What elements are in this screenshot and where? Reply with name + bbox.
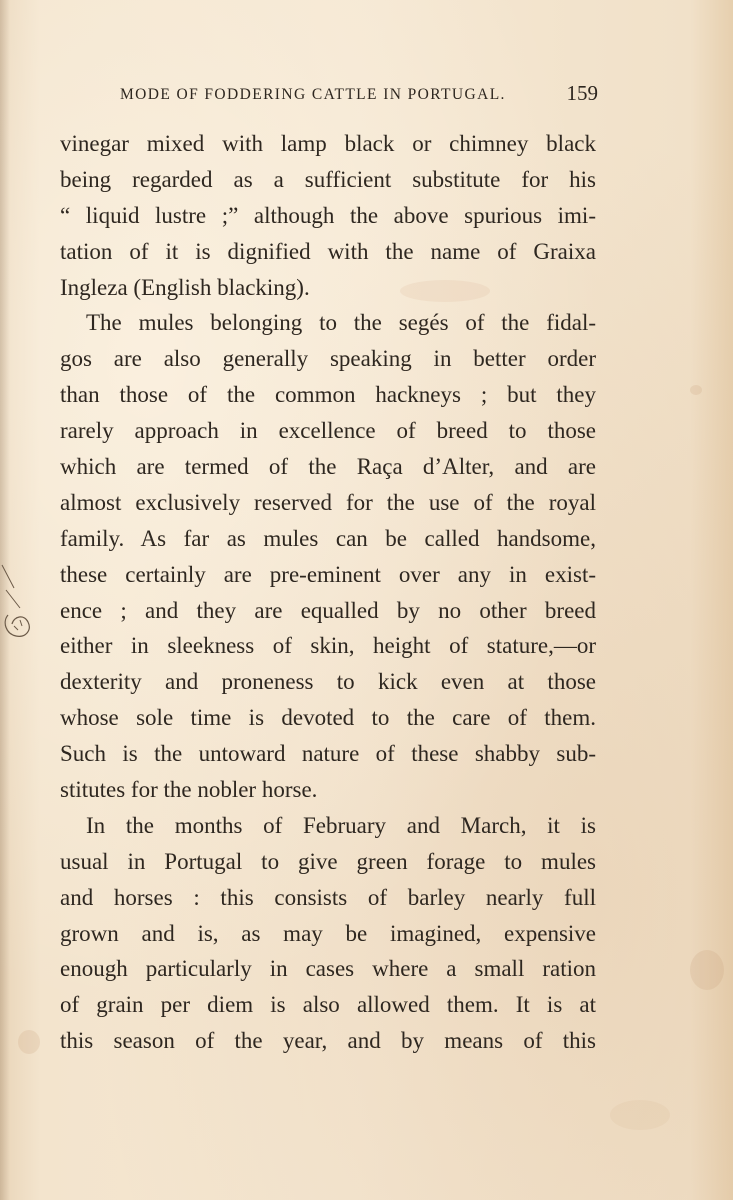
body-text xyxy=(60,126,596,1059)
text-line: either in sleekness of skin, height of stature,—or xyxy=(60,633,596,659)
text-line: gos are also generally speaking in better order xyxy=(60,346,596,372)
margin-pencil-mark xyxy=(0,560,40,660)
text-line: whose sole time is devoted to the care of them. xyxy=(60,705,596,731)
text-line: than those of the common hackneys ; but they xyxy=(60,382,596,408)
text-line: which are termed of the Raça d’Alter, and are xyxy=(60,454,596,480)
running-head-title: MODE OF FODDERING CATTLE IN PORTUGAL. xyxy=(120,86,506,103)
text-line: Such is the untoward nature of these shabby sub- xyxy=(60,741,596,767)
text-line: almost exclusively reserved for the use of the royal xyxy=(60,489,596,515)
text-line: In the months of February and March, it is xyxy=(86,812,596,838)
text-line: grown and is, as may be imagined, expensive xyxy=(60,920,596,946)
text-line: ence ; and they are equalled by no other breed xyxy=(60,597,596,623)
text-line: being regarded as a sufficient substitute for his xyxy=(60,166,596,192)
text-line: family. As far as mules can be called handsome, xyxy=(60,525,596,551)
stain xyxy=(690,950,724,990)
text-line: these certainly are pre-eminent over any in exist- xyxy=(60,561,596,587)
running-head xyxy=(120,81,610,108)
text-line: and horses : this consists of barley nearly full xyxy=(60,884,596,910)
text-line: tation of it is dignified with the name of Graixa xyxy=(60,238,596,264)
text-line: Ingleza (English blacking). xyxy=(60,274,310,300)
text-line: usual in Portugal to give green forage to mules xyxy=(60,848,596,874)
text-line: The mules belonging to the segés of the fidal- xyxy=(86,310,596,336)
text-line: dexterity and proneness to kick even at those xyxy=(60,669,596,695)
stain xyxy=(690,385,702,395)
text-line: rarely approach in excellence of breed to those xyxy=(60,418,596,444)
text-line: enough particularly in cases where a small ration xyxy=(60,956,596,982)
page-number: 159 xyxy=(566,81,598,105)
text-line: “ liquid lustre ;” although the above spurious imi- xyxy=(60,202,596,228)
text-line: vinegar mixed with lamp black or chimney black xyxy=(60,131,596,156)
stain xyxy=(18,1030,40,1054)
text-line: of grain per diem is also allowed them. It is at xyxy=(60,992,596,1018)
text-line: stitutes for the nobler horse. xyxy=(60,777,318,803)
text-line: this season of the year, and by means of this xyxy=(60,1028,596,1054)
stain xyxy=(610,1100,670,1130)
